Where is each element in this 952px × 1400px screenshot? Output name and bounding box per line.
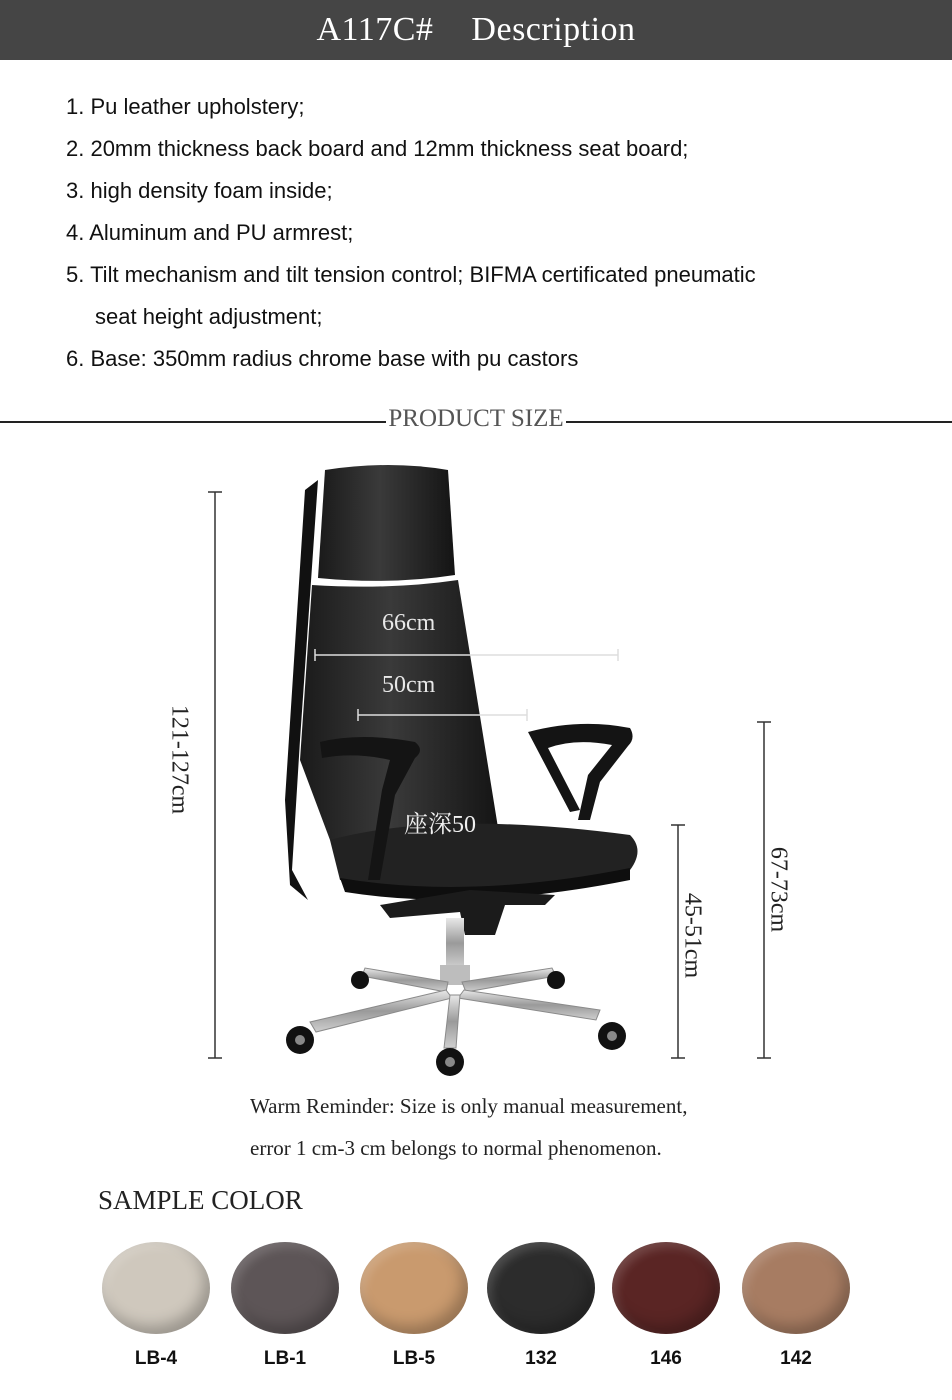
description-item-6: 6. Base: 350mm radius chrome base with pu castors [66, 346, 579, 371]
back-width-label: 50cm [382, 672, 436, 698]
seat-depth-label: 座深50 [404, 812, 476, 838]
swatch-code: LB-5 [392, 1348, 436, 1369]
product-size-title: PRODUCT SIZE [388, 405, 564, 432]
chair-armrest-right [528, 724, 633, 820]
chair-headrest [318, 465, 455, 581]
swatch-lb-1[interactable] [229, 1242, 341, 1370]
header-title: Description [471, 11, 636, 48]
arm-height-label: 67-73cm [765, 846, 792, 933]
model-number: A117C# [316, 11, 434, 48]
swatch-132[interactable] [485, 1242, 597, 1370]
color-swatches [100, 1242, 860, 1382]
width-label: 66cm [382, 610, 436, 636]
swatch-disc [487, 1242, 595, 1334]
height-dimension-line [208, 492, 222, 1058]
swatch-code: LB-4 [134, 1348, 178, 1369]
swatch-lb-4[interactable] [100, 1242, 212, 1370]
swatch-code: LB-1 [263, 1348, 307, 1369]
description-item-2: 2. 20mm thickness back board and 12mm thickness seat board; [66, 136, 689, 161]
swatch-disc [231, 1242, 339, 1334]
reminder-line-1: Warm Reminder: Size is only manual measurement, [250, 1094, 688, 1118]
swatch-code: 142 [780, 1348, 812, 1369]
chair-gas-lift [446, 918, 464, 968]
description-item-4: 4. Aluminum and PU armrest; [66, 220, 354, 245]
chair-illustration [0, 440, 952, 1080]
description-item-5-continued: seat height adjustment; [95, 304, 323, 329]
warm-reminder [250, 1085, 687, 1169]
swatch-code: 132 [525, 1348, 557, 1369]
swatch-disc [360, 1242, 468, 1334]
description-item-1: 1. Pu leather upholstery; [66, 94, 305, 119]
swatch-disc [742, 1242, 850, 1334]
swatch-146[interactable] [610, 1242, 722, 1370]
seat-height-label: 45-51cm [679, 892, 706, 979]
product-size-heading [0, 405, 952, 433]
swatch-142[interactable] [740, 1242, 852, 1370]
description-list [66, 86, 906, 380]
sample-color-title: SAMPLE COLOR [98, 1185, 303, 1215]
description-item-5: 5. Tilt mechanism and tilt tension control; BIFMA certificated pneumatic [66, 262, 756, 287]
reminder-line-2: error 1 cm-3 cm belongs to normal phenomenon. [250, 1136, 662, 1160]
swatch-lb-5[interactable] [358, 1242, 470, 1370]
swatch-disc [612, 1242, 720, 1334]
swatch-disc [102, 1242, 210, 1334]
swatch-code: 146 [650, 1348, 682, 1369]
description-item-3: 3. high density foam inside; [66, 178, 333, 203]
overall-height-label: 121-127cm [166, 704, 193, 815]
header-bar [0, 0, 952, 60]
